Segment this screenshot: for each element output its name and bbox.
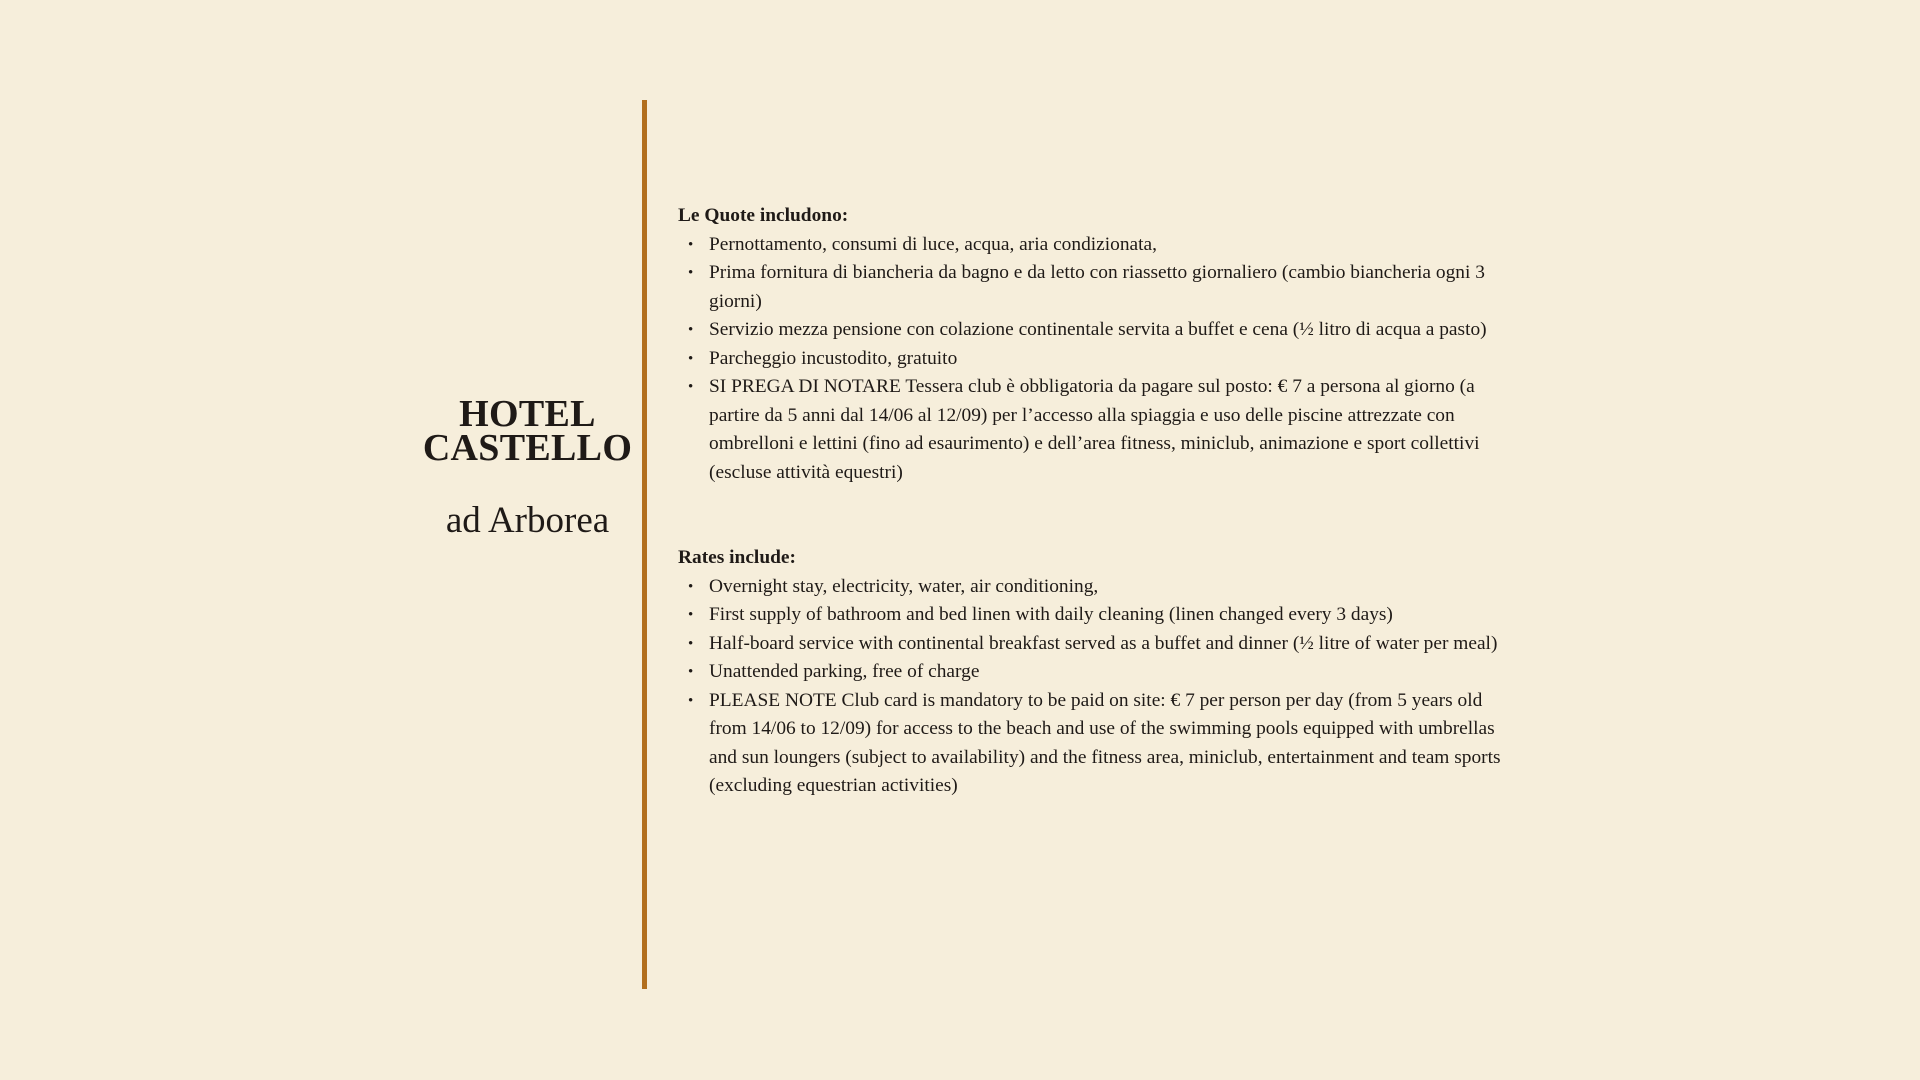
rates-content [678, 202, 1518, 801]
vertical-divider [642, 100, 647, 989]
hotel-name-line-1: HOTEL [459, 393, 596, 435]
hotel-location: ad Arborea [445, 500, 610, 541]
hotel-name [400, 393, 655, 469]
list-item: • Pernottamento, consumi di luce, acqua, aria condizionata, [709, 231, 1518, 260]
section-english [678, 544, 1518, 801]
list-item: • First supply of bathroom and bed linen with daily cleaning (linen changed every 3 days) [709, 601, 1518, 630]
list-item: • Prima fornitura di biancheria da bagno e da letto con riassetto giornaliero (cambio biancheria ogni 3 giorni) [709, 259, 1518, 316]
list-item: • Servizio mezza pensione con colazione continentale servita a buffet e cena (½ litro di acqua a pasto) [709, 316, 1518, 345]
list-item: • Overnight stay, electricity, water, air conditioning, [709, 573, 1518, 602]
list-item: • Half-board service with continental breakfast served as a buffet and dinner (½ litre of water per meal) [709, 630, 1518, 659]
section-title: Le Quote includono: [678, 205, 849, 226]
hotel-name-line-2: CASTELLO [422, 427, 633, 469]
section-title: Rates include: [678, 547, 796, 568]
list-item: • Unattended parking, free of charge [709, 658, 1518, 687]
list-item: • PLEASE NOTE Club card is mandatory to be paid on site: € 7 per person per day (from 5 years old from 14/06 to 12/09) for access to the beach and use of the swimming pools equipped with umbrellas and sun loungers (subject to availability) and the fitness area, miniclub, entertainment and team sports (excluding equestrian activities) [709, 687, 1518, 801]
bullet-list [678, 231, 1518, 488]
list-item: • SI PREGA DI NOTARE Tessera club è obbligatoria da pagare sul posto: € 7 a persona al giorno (a partire da 5 anni dal 14/06 al 12/09) per l’accesso alla spiaggia e uso delle piscine attrezzate con ombrelloni e lettini (fino ad esaurimento) e dell’area fitness, miniclub, animazione e sport collettivi (escluse attività equestri) [709, 373, 1518, 487]
section-italian [678, 202, 1518, 487]
bullet-list [678, 573, 1518, 801]
hotel-title-block [400, 393, 655, 541]
list-item: • Parcheggio incustodito, gratuito [709, 345, 1518, 374]
